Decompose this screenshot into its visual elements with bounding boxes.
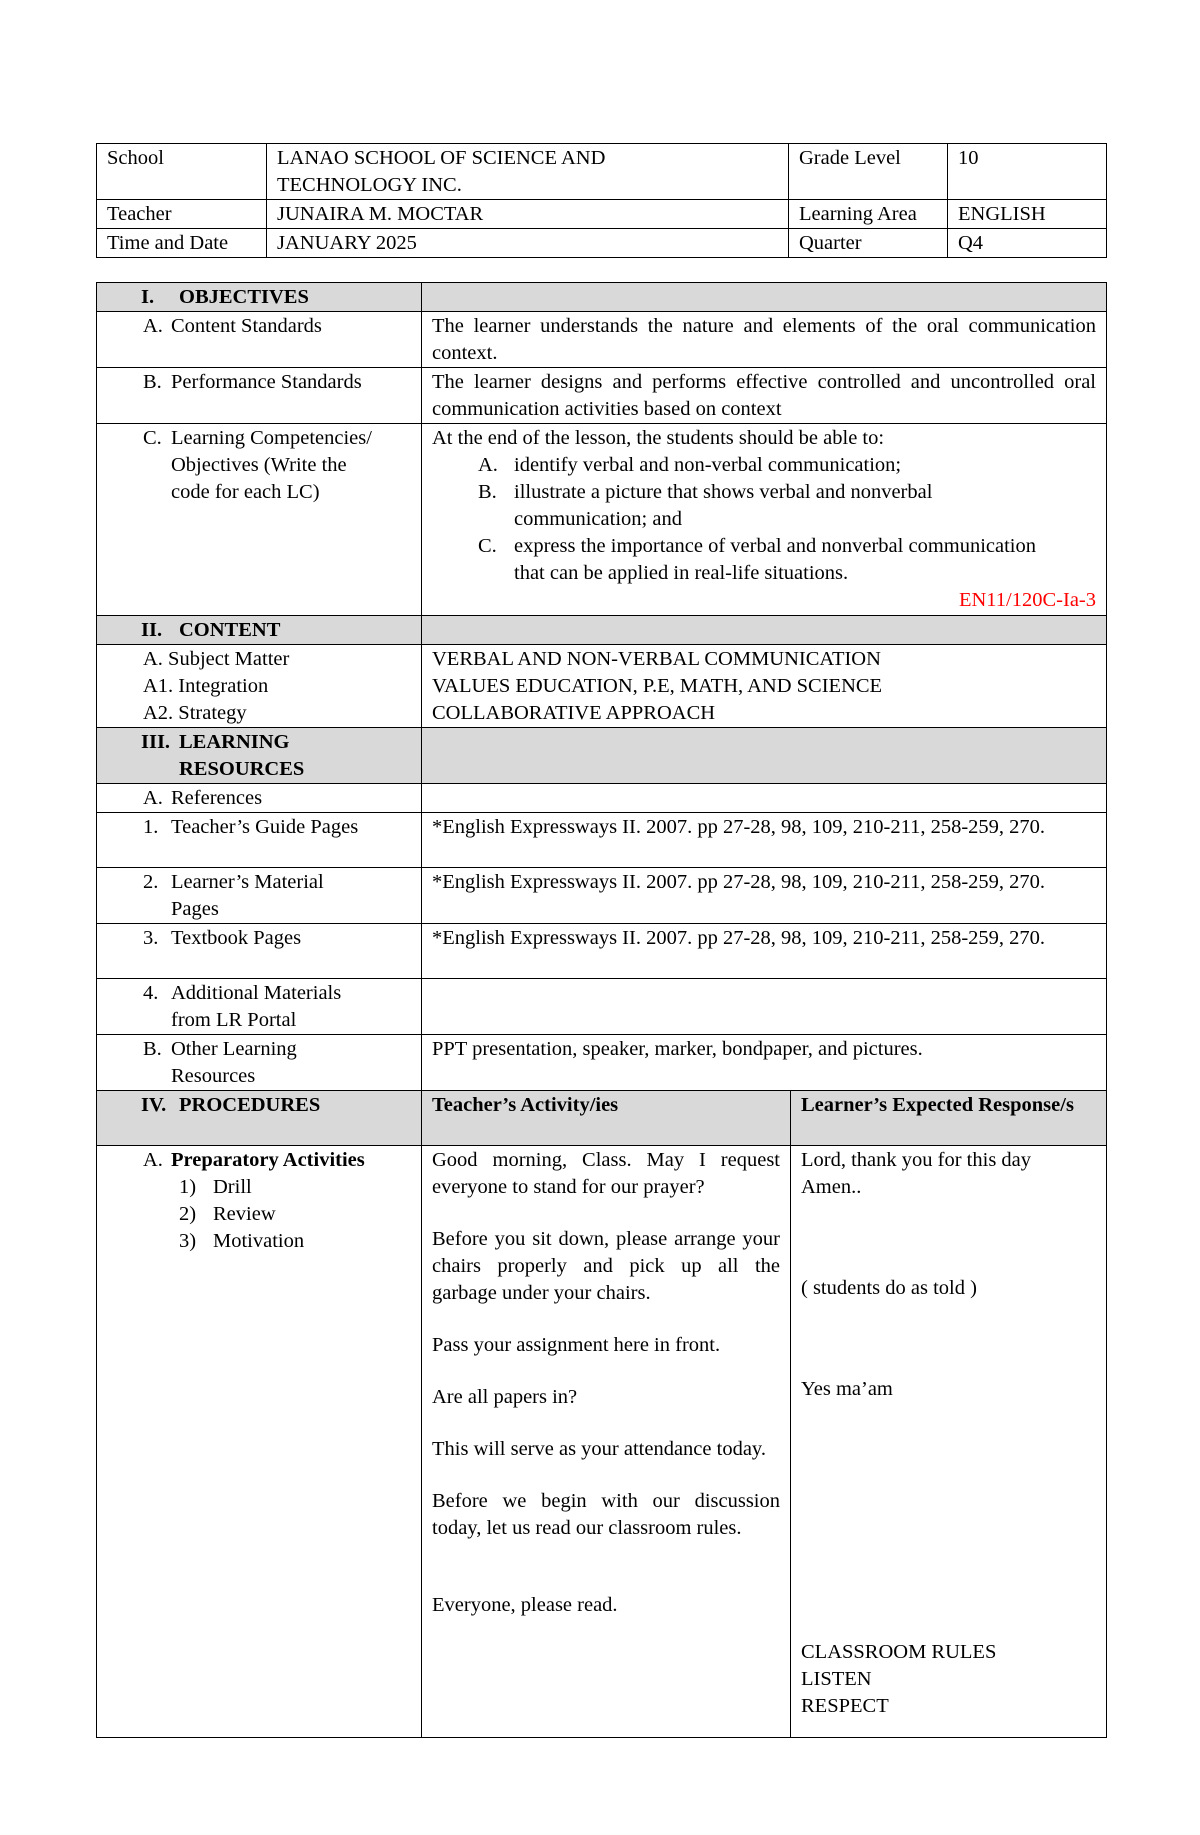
- content-standards-label: [97, 312, 422, 368]
- procedures-header: [97, 1091, 422, 1146]
- other-resources-label-text: Other Learning Resources: [171, 1038, 297, 1087]
- learners-material-num: 2.: [143, 871, 159, 893]
- sub-item: [107, 1201, 411, 1228]
- time-label: Time and Date: [97, 229, 267, 258]
- additional-materials-label-text: Additional Materials from LR Portal: [171, 982, 342, 1031]
- sub-item-num: 2): [179, 1203, 197, 1225]
- content-standards-text: The learner understands the nature and elements of the oral communication context.: [422, 312, 1107, 368]
- textbook-label: [97, 924, 422, 979]
- competencies-label-line1: Learning Competencies/: [171, 427, 372, 449]
- objective-item: [432, 479, 1096, 533]
- references-blank: [422, 784, 1107, 813]
- resources-title-line2: RESOURCES: [179, 758, 305, 780]
- objective-item-text: illustrate a picture that shows verbal and nonverbal communication; and: [514, 481, 933, 530]
- learner-line: CLASSROOM RULES: [801, 1641, 997, 1663]
- sub-item-text: Review: [213, 1203, 276, 1225]
- learners-material-value: *English Expressways II. 2007. pp 27-28, 98, 109, 210-211, 258-259, 270.: [422, 868, 1107, 924]
- objective-item: [432, 452, 1096, 479]
- quarter-value: Q4: [948, 229, 1107, 258]
- teacher-label: Teacher: [97, 200, 267, 229]
- school-value: [267, 144, 789, 200]
- resources-numeral: III.: [141, 731, 171, 753]
- lesson-plan-table: [96, 282, 1107, 1738]
- learners-material-label: [97, 868, 422, 924]
- grade-label: Grade Level: [789, 144, 948, 200]
- teacher-line: Before you sit down, please arrange your chairs properly and pick up all the garbage under your chairs.: [432, 1228, 780, 1304]
- learner-response-header: Learner’s Expected Response/s: [791, 1091, 1107, 1146]
- sub-item-num: 1): [179, 1176, 197, 1198]
- references-label: [97, 784, 422, 813]
- teacher-line: Everyone, please read.: [432, 1594, 618, 1616]
- teacher-line: Are all papers in?: [432, 1386, 578, 1408]
- performance-standards-label: [97, 368, 422, 424]
- references-letter: A.: [143, 787, 163, 809]
- header-table: [96, 143, 1107, 258]
- integration-label: A1. Integration: [143, 675, 269, 697]
- resources-title-line1: LEARNING: [179, 731, 290, 753]
- objective-item-letter: B.: [478, 481, 497, 503]
- preparatory-letter: A.: [143, 1149, 163, 1171]
- integration-value: VALUES EDUCATION, P.E, MATH, AND SCIENCE: [432, 675, 883, 697]
- competencies-label: [97, 424, 422, 616]
- teachers-guide-label: [97, 813, 422, 868]
- objectives-header: [97, 283, 422, 312]
- subject-matter-label: A. Subject Matter: [143, 648, 290, 670]
- teacher-value: JUNAIRA M. MOCTAR: [267, 200, 789, 229]
- teacher-line: Pass your assignment here in front.: [432, 1334, 721, 1356]
- textbook-value: *English Expressways II. 2007. pp 27-28, 98, 109, 210-211, 258-259, 270.: [422, 924, 1107, 979]
- teachers-guide-label-text: Teacher’s Guide Pages: [171, 816, 359, 838]
- performance-standards-letter: B.: [143, 371, 162, 393]
- school-label: School: [97, 144, 267, 200]
- objective-item-text: express the importance of verbal and nonverbal communication that can be applied in real-life situations.: [514, 535, 1036, 584]
- competencies-label-line2: Objectives (Write the: [171, 454, 347, 476]
- competencies-label-text: [171, 425, 372, 506]
- content-standards-label-text: Content Standards: [171, 315, 322, 337]
- school-value-line1: LANAO SCHOOL OF SCIENCE AND: [277, 147, 606, 169]
- additional-materials-blank: [422, 979, 1107, 1035]
- teacher-activity-header: Teacher’s Activity/ies: [422, 1091, 791, 1146]
- learner-line: Amen..: [801, 1176, 862, 1198]
- learners-material-label-text: Learner’s Material Pages: [171, 871, 324, 920]
- quarter-label: Quarter: [789, 229, 948, 258]
- content-header: [97, 616, 422, 645]
- sub-item: [107, 1228, 411, 1255]
- preparatory-label: Preparatory Activities: [171, 1149, 365, 1171]
- content-numeral: II.: [141, 619, 163, 641]
- textbook-num: 3.: [143, 927, 159, 949]
- learner-responses: [791, 1146, 1107, 1738]
- resources-header: [97, 728, 422, 784]
- teacher-activities: [422, 1146, 791, 1738]
- objective-item: [432, 533, 1096, 587]
- content-values: [422, 645, 1107, 728]
- school-value-line2: TECHNOLOGY INC.: [277, 174, 462, 196]
- content-title: CONTENT: [179, 619, 281, 641]
- competencies-letter: C.: [143, 427, 162, 449]
- other-resources-label: [97, 1035, 422, 1091]
- content-standards-letter: A.: [143, 315, 163, 337]
- sub-item-text: Drill: [213, 1176, 252, 1198]
- procedures-numeral: IV.: [141, 1094, 167, 1116]
- learner-line: LISTEN: [801, 1668, 872, 1690]
- competencies-content: [422, 424, 1107, 616]
- sub-item-num: 3): [179, 1230, 197, 1252]
- time-value: JANUARY 2025: [267, 229, 789, 258]
- teacher-line: Good morning, Class. May I request everyone to stand for our prayer?: [432, 1149, 780, 1198]
- performance-standards-text: The learner designs and performs effective controlled and uncontrolled oral communication activities based on context: [422, 368, 1107, 424]
- subject-matter-value: VERBAL AND NON-VERBAL COMMUNICATION: [432, 648, 881, 670]
- additional-materials-num: 4.: [143, 982, 159, 1004]
- learner-line: Yes ma’am: [801, 1378, 893, 1400]
- sub-item: [107, 1174, 411, 1201]
- content-header-blank: [422, 616, 1107, 645]
- teachers-guide-value: *English Expressways II. 2007. pp 27-28, 98, 109, 210-211, 258-259, 270.: [422, 813, 1107, 868]
- other-resources-value: PPT presentation, speaker, marker, bondpaper, and pictures.: [422, 1035, 1107, 1091]
- sub-item-text: Motivation: [213, 1230, 305, 1252]
- strategy-label: A2. Strategy: [143, 702, 247, 724]
- learner-line: RESPECT: [801, 1695, 889, 1717]
- resources-title: [179, 729, 304, 783]
- grade-value: 10: [948, 144, 1107, 200]
- area-label: Learning Area: [789, 200, 948, 229]
- procedures-title: PROCEDURES: [179, 1094, 321, 1116]
- objective-item-letter: A.: [478, 454, 498, 476]
- learner-line: ( students do as told ): [801, 1277, 977, 1299]
- objectives-header-blank: [422, 283, 1107, 312]
- resources-header-blank: [422, 728, 1107, 784]
- preparatory-activities: [97, 1146, 422, 1738]
- strategy-value: COLLABORATIVE APPROACH: [432, 702, 716, 724]
- other-resources-letter: B.: [143, 1038, 162, 1060]
- additional-materials-label: [97, 979, 422, 1035]
- teacher-line: This will serve as your attendance today.: [432, 1438, 766, 1460]
- textbook-label-text: Textbook Pages: [171, 927, 302, 949]
- references-label-text: References: [171, 787, 263, 809]
- learner-line: Lord, thank you for this day: [801, 1149, 1032, 1171]
- competencies-label-line3: code for each LC): [171, 481, 320, 503]
- content-labels: [97, 645, 422, 728]
- competency-code: EN11/120C-Ia-3: [958, 589, 1096, 611]
- objectives-numeral: I.: [141, 286, 155, 308]
- objective-item-text: identify verbal and non-verbal communication;: [514, 454, 902, 476]
- competencies-intro: At the end of the lesson, the students should be able to:: [432, 427, 885, 449]
- performance-standards-label-text: Performance Standards: [171, 371, 362, 393]
- teachers-guide-num: 1.: [143, 816, 159, 838]
- teacher-line: Before we begin with our discussion today, let us read our classroom rules.: [432, 1490, 780, 1539]
- objectives-title: OBJECTIVES: [179, 286, 309, 308]
- area-value: ENGLISH: [948, 200, 1107, 229]
- objective-item-letter: C.: [478, 535, 497, 557]
